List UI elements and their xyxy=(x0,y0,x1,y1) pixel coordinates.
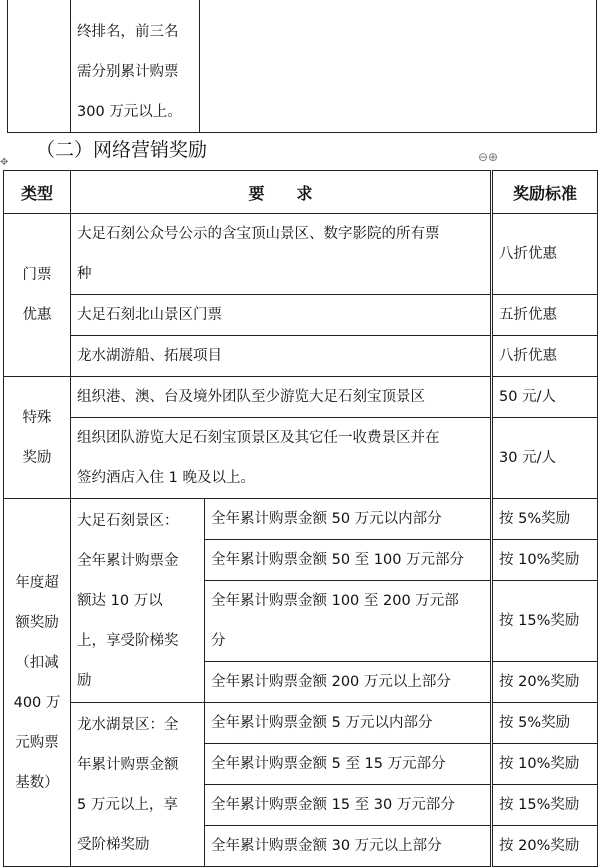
tier-condition: 全年累计购票金额 5 万元以内部分 xyxy=(205,703,492,744)
standard-cell: 八折优惠 xyxy=(492,336,598,377)
table-row xyxy=(4,377,598,418)
tier-condition: 全年累计购票金额 50 至 100 万元部分 xyxy=(205,540,492,581)
table-row xyxy=(4,703,598,744)
prev-req-cell xyxy=(71,0,200,133)
prev-line-3: 300 万元以上。 xyxy=(77,104,182,120)
tier-condition: 全年累计购票金额 5 至 15 万元部分 xyxy=(205,744,492,785)
previous-table-continuation xyxy=(7,0,597,133)
section-heading: （二）网络营销奖励 xyxy=(36,139,208,161)
prev-line-2: 需分别累计购票 xyxy=(77,64,179,80)
reward-table xyxy=(3,170,598,867)
standard-cell: 按 20%奖励 xyxy=(492,826,598,867)
table-move-handle-icon[interactable]: ✥ xyxy=(0,157,9,168)
standard-cell: 五折优惠 xyxy=(492,295,598,336)
requirement-cell: 大足石刻公众号公示的含宝顶山景区、数字影院的所有票 种 xyxy=(71,214,492,295)
header-standard: 奖励标准 xyxy=(492,171,598,214)
category-ticket: 门票 优惠 xyxy=(4,214,71,377)
category-special: 特殊 奖励 xyxy=(4,377,71,499)
group-desc-longshuihu: 龙水湖景区：全 年累计购票金额 5 万元以上，享 受阶梯奖励 xyxy=(71,703,205,867)
standard-cell: 按 15%奖励 xyxy=(492,581,598,662)
header-type: 类型 xyxy=(4,171,71,214)
standard-cell: 八折优惠 xyxy=(492,214,598,295)
group-desc-dazu: 大足石刻景区： 全年累计购票金 额达 10 万以 上，享受阶梯奖 励 xyxy=(71,499,205,703)
table-row xyxy=(4,295,598,336)
table-header-row xyxy=(4,171,598,214)
table-row xyxy=(4,214,598,295)
prev-line-1: 终排名，前三名 xyxy=(77,24,179,40)
requirement-cell: 组织港、澳、台及境外团队至少游览大足石刻宝顶景区 xyxy=(71,377,492,418)
requirement-cell: 龙水湖游船、拓展项目 xyxy=(71,336,492,377)
requirement-cell: 大足石刻北山景区门票 xyxy=(71,295,492,336)
standard-cell: 按 5%奖励 xyxy=(492,499,598,540)
tier-condition: 全年累计购票金额 15 至 30 万元部分 xyxy=(205,785,492,826)
table-row xyxy=(4,336,598,377)
standard-cell: 按 10%奖励 xyxy=(492,540,598,581)
standard-cell: 按 5%奖励 xyxy=(492,703,598,744)
standard-cell: 50 元/人 xyxy=(492,377,598,418)
requirement-cell: 组织团队游览大足石刻宝顶景区及其它任一收费景区并在 签约酒店入住 1 晚及以上。 xyxy=(71,418,492,499)
tier-condition: 全年累计购票金额 200 万元以上部分 xyxy=(205,662,492,703)
standard-cell: 按 15%奖励 xyxy=(492,785,598,826)
table-row xyxy=(4,418,598,499)
standard-cell: 30 元/人 xyxy=(492,418,598,499)
prev-std-cell xyxy=(200,0,597,133)
prev-type-cell xyxy=(8,0,71,133)
table-row xyxy=(4,499,598,540)
tier-condition: 全年累计购票金额 100 至 200 万元部 分 xyxy=(205,581,492,662)
standard-cell: 按 20%奖励 xyxy=(492,662,598,703)
standard-cell: 按 10%奖励 xyxy=(492,744,598,785)
category-annual: 年度超 额奖励 （扣减 400 万 元购票 基数） xyxy=(4,499,71,867)
tier-condition: 全年累计购票金额 50 万元以内部分 xyxy=(205,499,492,540)
header-requirement: 要 求 xyxy=(71,171,492,214)
collapse-expand-icon[interactable]: ⊖⊕ xyxy=(478,150,499,164)
tier-condition: 全年累计购票金额 30 万元以上部分 xyxy=(205,826,492,867)
